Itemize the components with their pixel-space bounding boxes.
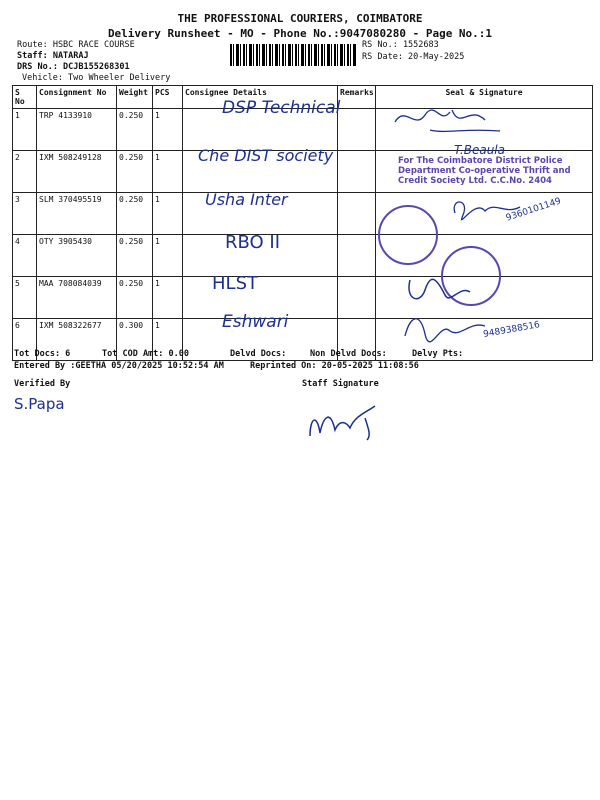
society-stamp-line1: For The Coimbatore District Police [398, 156, 563, 166]
cell-sno: 5 [13, 277, 37, 319]
cell-pcs: 1 [153, 151, 183, 193]
cell-weight: 0.250 [117, 235, 153, 277]
col-consignment: Consignment No [37, 86, 117, 109]
delvd-docs: Delvd Docs: [230, 349, 287, 359]
company-title: THE PROFESSIONAL COURIERS, COIMBATORE [177, 12, 423, 25]
table-row [13, 277, 593, 319]
cell-consignment: OTY 3905430 [37, 235, 117, 277]
col-seal: Seal & Signature [376, 86, 593, 109]
col-sno: S No [13, 86, 37, 109]
table-row [13, 235, 593, 277]
col-pcs: PCS [153, 86, 183, 109]
cell-consignment: TRP 4133910 [37, 109, 117, 151]
tot-docs: Tot Docs: 6 [14, 349, 71, 359]
cell-sno: 6 [13, 319, 37, 361]
cell-consignment: IXM 508249128 [37, 151, 117, 193]
vehicle-label: Vehicle: Two Wheeler Delivery [22, 73, 171, 83]
staff-signature [305, 398, 395, 443]
cell-pcs: 1 [153, 193, 183, 235]
handwritten-receiver-name: T.Beaula [454, 143, 505, 157]
barcode [230, 44, 356, 66]
cell-pcs: 1 [153, 235, 183, 277]
cell-consignment: MAA 708084039 [37, 277, 117, 319]
cell-pcs: 1 [153, 109, 183, 151]
cell-pcs: 1 [153, 277, 183, 319]
signature-row-5 [400, 270, 480, 310]
drs-label: DRS No.: DCJB155268301 [17, 62, 130, 72]
staff-label: Staff: NATARAJ [17, 51, 89, 61]
cell-sno: 3 [13, 193, 37, 235]
runsheet-subtitle: Delivery Runsheet - MO - Phone No.:9047080280 - Page No.:1 [107, 27, 493, 40]
cell-pcs: 1 [153, 319, 183, 361]
rs-date-label: RS Date: 20-May-2025 [362, 52, 465, 62]
cell-sno: 1 [13, 109, 37, 151]
cell-weight: 0.250 [117, 151, 153, 193]
signature-row-6 [400, 306, 490, 346]
verifier-handwritten-name: S.Papa [14, 395, 65, 413]
reprinted-on: Reprinted On: 20-05-2025 11:08:56 [250, 361, 419, 371]
cell-weight: 0.250 [117, 277, 153, 319]
round-seal-stamp [378, 205, 438, 265]
col-remarks: Remarks [338, 86, 376, 109]
verified-by-label: Verified By [14, 379, 71, 389]
col-weight: Weight [117, 86, 153, 109]
handwritten-phone-2: 9489388516 [482, 320, 541, 340]
handwritten-consignee-6: Eshwari [222, 312, 289, 332]
handwritten-consignee-2: Che DIST society [198, 146, 334, 165]
handwritten-consignee-5: HLST [212, 273, 258, 294]
signature-row-1 [390, 100, 510, 140]
rs-no-label: RS No.: 1552683 [362, 40, 439, 50]
cell-weight: 0.250 [117, 109, 153, 151]
cell-sno: 4 [13, 235, 37, 277]
cell-consignment: SLM 370495519 [37, 193, 117, 235]
handwritten-consignee-1: DSP Technical [222, 98, 341, 118]
table-row [13, 319, 593, 361]
cell-weight: 0.300 [117, 319, 153, 361]
staff-signature-label: Staff Signature [302, 379, 379, 389]
cell-weight: 0.250 [117, 193, 153, 235]
cell-remarks [338, 151, 376, 193]
handwritten-consignee-4: RBO II [225, 232, 281, 253]
society-stamp-line3: Credit Society Ltd. C.C.No. 2404 [398, 176, 552, 186]
society-stamp-line2: Department Co-operative Thrift and [398, 166, 571, 176]
non-delvd-docs: Non Delvd Docs: [310, 349, 387, 359]
col-consignee: Consignee Details [183, 86, 338, 109]
delvy-pts: Delvy Pts: [412, 349, 464, 359]
handwritten-phone: 9360101149 [504, 196, 563, 224]
cell-sno: 2 [13, 151, 37, 193]
cell-remarks [338, 277, 376, 319]
cell-remarks [338, 193, 376, 235]
entered-by: Entered By :GEETHA 05/20/2025 10:52:54 AM [14, 361, 224, 371]
tot-cod-amt: Tot COD Amt: 0.00 [102, 349, 189, 359]
cell-consignment: IXM 508322677 [37, 319, 117, 361]
route-label: Route: HSBC RACE COURSE [17, 40, 135, 50]
cell-remarks [338, 235, 376, 277]
cell-remarks [338, 109, 376, 151]
handwritten-consignee-3: Usha Inter [205, 190, 288, 209]
